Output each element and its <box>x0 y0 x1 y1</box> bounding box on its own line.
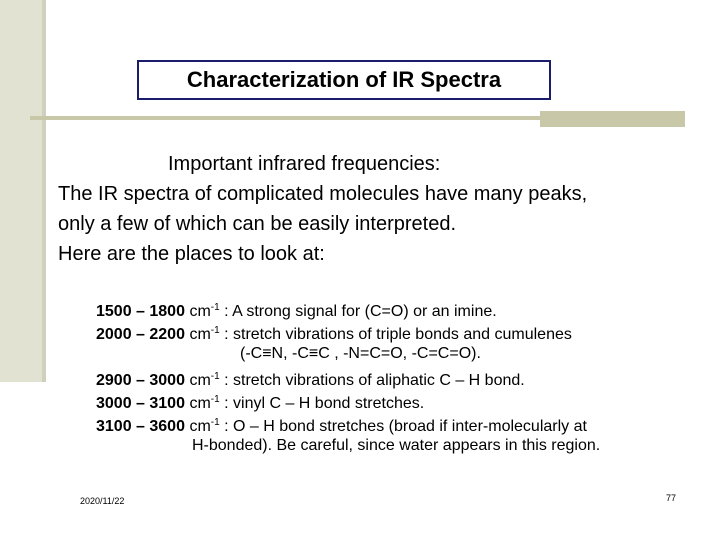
paragraph-line-3: Here are the places to look at: <box>58 243 325 265</box>
paragraph-line-1: The IR spectra of complicated molecules have many peaks, <box>58 183 588 205</box>
frequency-range: 3000 – 3100 <box>96 395 185 412</box>
slide-title <box>137 60 551 100</box>
list-item-continuation <box>96 434 601 457</box>
list-item-continuation <box>96 342 587 365</box>
section-heading: Important infrared frequencies: <box>168 153 441 175</box>
frequency-description: : stretch vibrations of aliphatic C – H bond. <box>219 372 525 389</box>
title-divider-accent <box>540 111 685 127</box>
footer-date: 2020/11/22 <box>80 496 125 506</box>
unit-text: cm <box>189 395 211 412</box>
list-item <box>96 411 587 434</box>
unit <box>189 372 219 389</box>
frequency-description: : vinyl C – H bond stretches. <box>219 395 425 412</box>
unit-text: cm <box>189 372 211 389</box>
unit <box>189 418 219 435</box>
continuation-text: H-bonded). Be careful, since water appears in this region. <box>192 437 601 454</box>
frequency-range: 2000 – 2200 <box>96 326 185 343</box>
frequency-description: : A strong signal for (C=O) or an imine. <box>219 303 497 320</box>
unit-exponent: -1 <box>210 394 220 405</box>
frequency-description: : O – H bond stretches (broad if inter-molecularly at <box>219 418 587 435</box>
unit-exponent: -1 <box>210 371 220 382</box>
frequency-description: : stretch vibrations of triple bonds and cumulenes <box>219 326 572 343</box>
frequency-range: 2900 – 3000 <box>96 372 185 389</box>
unit-exponent: -1 <box>210 417 220 428</box>
unit-text: cm <box>189 418 211 435</box>
frequency-range: 3100 – 3600 <box>96 418 185 435</box>
frequency-range: 1500 – 1800 <box>96 303 185 320</box>
slide-title-text: Characterization of IR Spectra <box>186 67 502 92</box>
unit-text: cm <box>189 326 211 343</box>
unit <box>189 303 219 320</box>
list-item <box>96 388 587 411</box>
frequency-list <box>96 296 601 457</box>
unit-text: cm <box>189 303 211 320</box>
list-item <box>96 365 587 388</box>
list-item <box>96 296 587 319</box>
unit <box>189 326 219 343</box>
left-decoration-bar <box>0 0 46 382</box>
title-divider <box>30 116 544 120</box>
continuation-text: (-C≡N, -C≡C , -N=C=O, -C=C=O). <box>240 345 481 362</box>
unit <box>189 395 219 412</box>
list-item <box>96 319 587 342</box>
unit-exponent: -1 <box>210 325 220 336</box>
unit-exponent: -1 <box>210 302 220 313</box>
page-number: 77 <box>666 493 677 503</box>
paragraph-line-2: only a few of which can be easily interpreted. <box>58 213 456 235</box>
